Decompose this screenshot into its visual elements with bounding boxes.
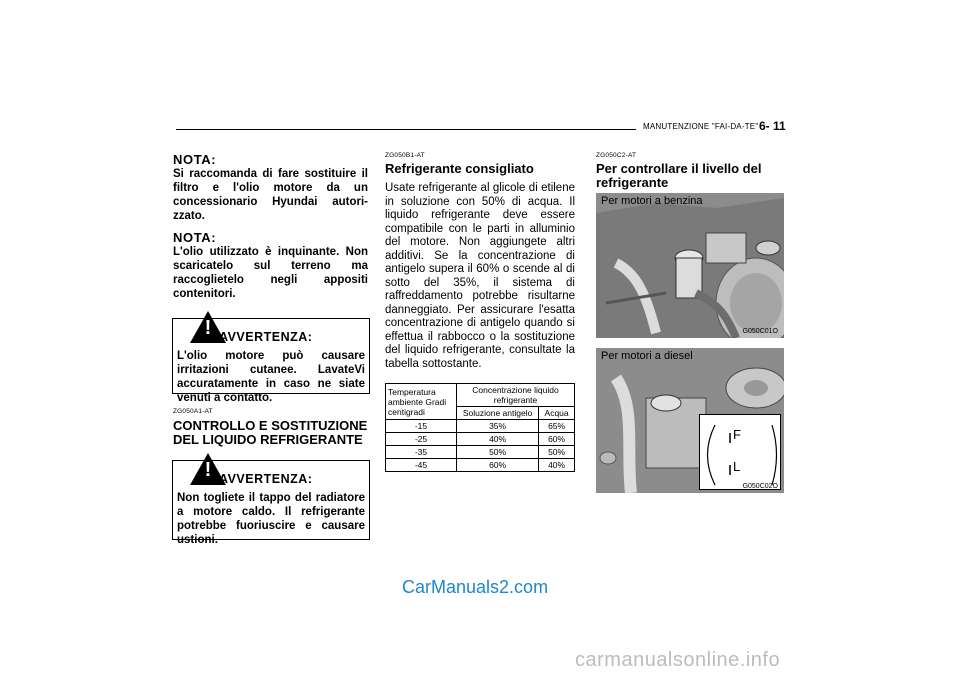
- table-cell: 40%: [457, 433, 539, 446]
- warning-box-radiator: [172, 459, 370, 546]
- nota-title: NOTA:: [173, 230, 217, 245]
- nota-text: L'olio utilizzato è inquinante. Non scaricatelo sul terreno ma raccoglietelo negli appositi contenitori.: [173, 246, 368, 300]
- table-cell: 40%: [539, 459, 575, 472]
- table-cell: 65%: [539, 420, 575, 433]
- nota-title: NOTA:: [173, 152, 217, 167]
- section-title: Per controllare il livello del refrigerante: [596, 161, 762, 190]
- nota-text: Si raccomanda di fare sostituire il filtro e l'olio motore da un concessionario Hyundai autori-zzato.: [173, 168, 368, 222]
- table-row: [386, 433, 575, 446]
- inset-level-marks: [699, 414, 781, 490]
- table-row: [386, 446, 575, 459]
- coolant-table: [385, 383, 575, 472]
- section-check-level: [596, 152, 786, 190]
- page-number: 6- 11: [759, 119, 786, 133]
- section-title: CONTROLLO E SOSTITUZIONE DEL LIQUIDO REFRIGERANTE: [173, 418, 368, 447]
- table-cell: 60%: [457, 459, 539, 472]
- exclamation-icon: !: [204, 459, 212, 481]
- table-row: [386, 420, 575, 433]
- photo-code: G050C01O: [742, 328, 778, 335]
- header-section-title: MANUTENZIONE "FAI-DA-TE": [643, 122, 759, 131]
- table-row: [386, 459, 575, 472]
- section-body: Usate refrigerante al glicole di etilene in soluzione con 50% di acqua. Il liquido refrigerante deve essere compatibile con le parti in alluminio del motore. Non aggiungete altri additivi. Se la concentrazione di antigelo supera il 60% o scende al di sotto del 35%, il sistema di raffreddamento potrebbe risultarne danneggiato. Per assicurare l'esatta concentrazione di antigelo quando si effettua il rabbocco o la sostituzione del liquido refrigerante, consultate la tabella sottostante.: [385, 182, 575, 370]
- nota-block-1: [173, 152, 368, 223]
- full-mark: F: [733, 427, 741, 442]
- table-header-water: Acqua: [539, 407, 575, 420]
- table-cell: 50%: [457, 446, 539, 459]
- table-cell: 50%: [539, 446, 575, 459]
- table-header-temperature: Temperatura ambiente Gradi centigradi: [386, 384, 457, 420]
- photo-caption: Per motori a benzina: [601, 195, 703, 207]
- table-cell: -35: [386, 446, 457, 459]
- warning-title: AVVERTENZA:: [219, 330, 313, 344]
- warning-text: Non togliete il tappo del radiatore a motore caldo. Il refrigerante potrebbe fuoriuscire e causare ustioni.: [177, 492, 365, 546]
- warning-box-oil: [172, 317, 370, 404]
- engine-illustration: [596, 193, 784, 338]
- watermark-center[interactable]: CarManuals2.com: [402, 577, 549, 597]
- photo-code: G050C02O: [742, 483, 778, 490]
- engine-photo-diesel: [596, 348, 784, 493]
- warning-text: L'olio motore può causare irritazioni cutanee. LavateVi accuratamente in caso ne siate venuti a contatto.: [177, 350, 365, 404]
- table-header-concentration: Concentrazione liquido refrigerante: [457, 384, 575, 407]
- section-code: ZG050C2-AT: [596, 152, 637, 159]
- table-header-solution: Soluzione antigelo: [457, 407, 539, 420]
- photo-caption: Per motori a diesel: [601, 350, 693, 362]
- warning-title: AVVERTENZA:: [219, 472, 313, 486]
- nota-block-2: [173, 230, 368, 301]
- low-mark: L: [733, 459, 741, 474]
- engine-photo-petrol: [596, 193, 784, 338]
- table-cell: 35%: [457, 420, 539, 433]
- table-cell: -25: [386, 433, 457, 446]
- section-code: ZG050A1-AT: [173, 408, 213, 415]
- watermark-footer[interactable]: carmanualsonline.info: [575, 649, 781, 671]
- table-cell: 60%: [539, 433, 575, 446]
- table-cell: -45: [386, 459, 457, 472]
- section-recommended-coolant: [385, 152, 575, 371]
- exclamation-icon: !: [204, 317, 212, 339]
- section-title: Refrigerante consigliato: [385, 161, 534, 176]
- header-rule: [176, 129, 636, 130]
- table-cell: -15: [386, 420, 457, 433]
- section-coolant: [173, 408, 368, 447]
- section-code: ZG050B1-AT: [385, 152, 425, 159]
